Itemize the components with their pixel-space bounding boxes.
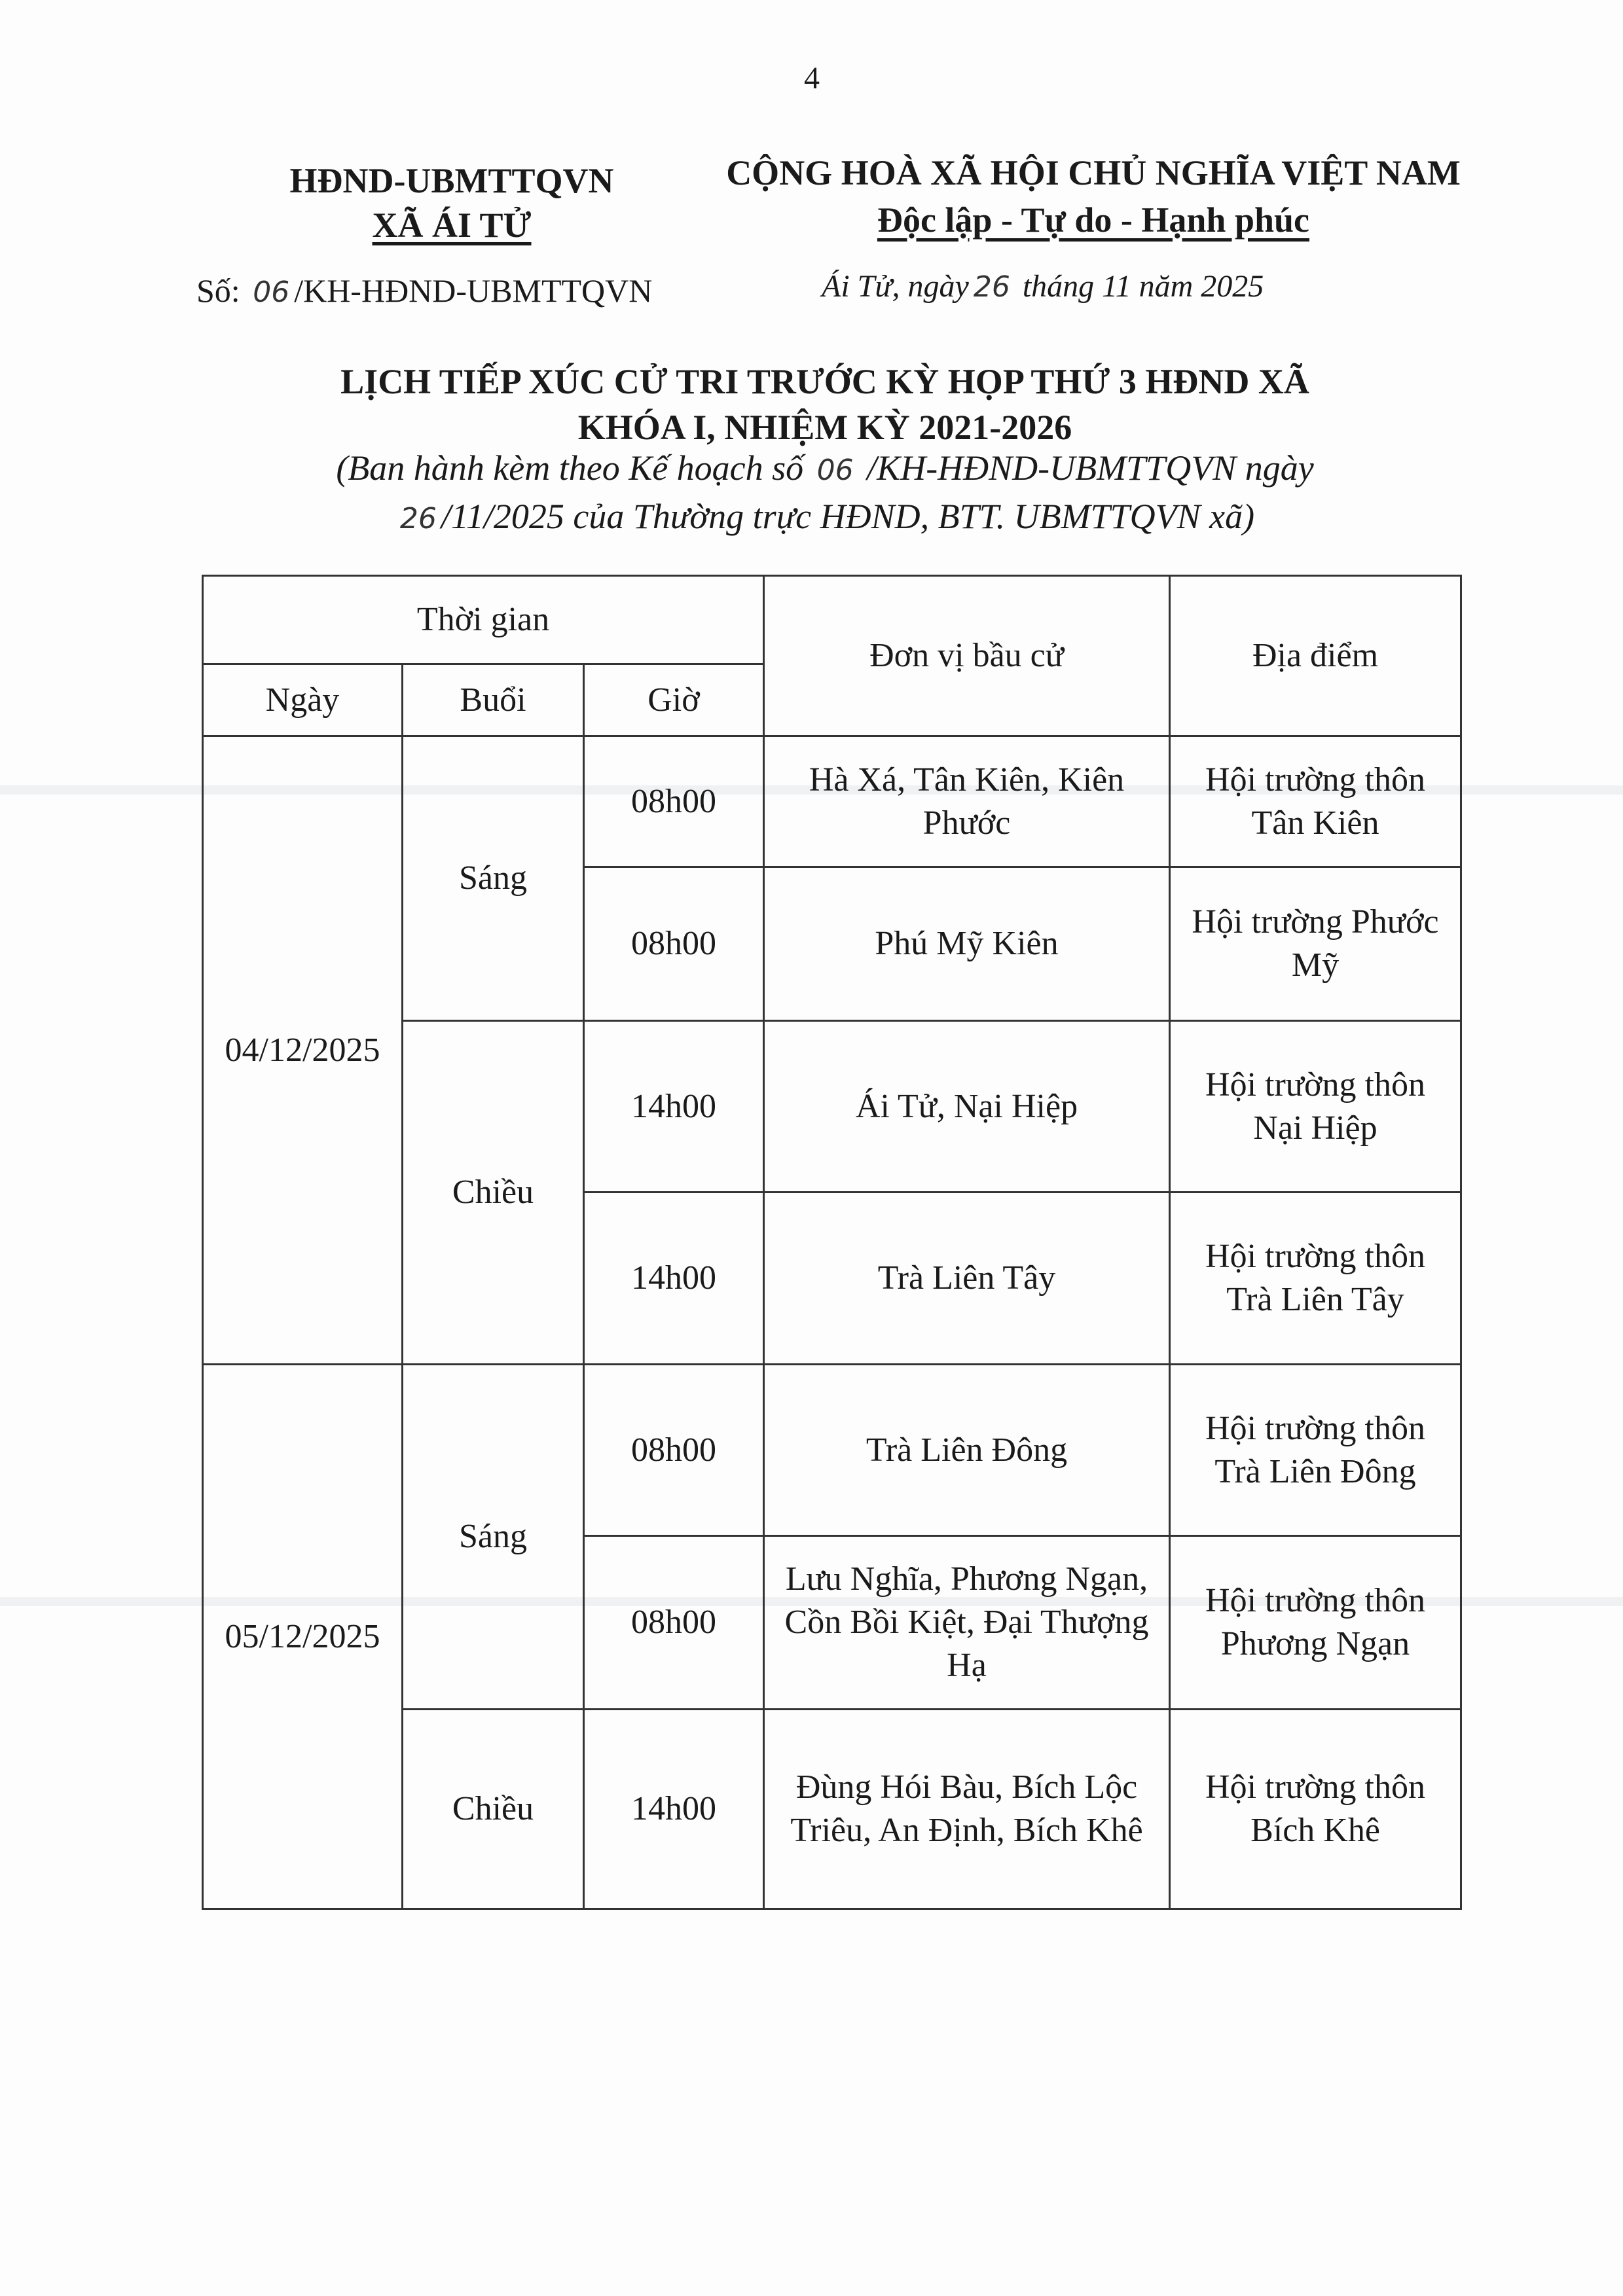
place-date: Ái Tử, ngày 26 tháng 11 năm 2025 — [822, 269, 1264, 304]
session-cell: Sáng — [403, 1365, 584, 1710]
schedule-table — [202, 575, 1462, 1910]
session-cell: Sáng — [403, 736, 584, 1021]
document-number: Số: 06 /KH-HĐND-UBMTTQVN — [196, 272, 653, 309]
unit-cell: Trà Liên Tây — [764, 1193, 1170, 1365]
session-cell: Chiều — [403, 1021, 584, 1365]
national-header — [701, 149, 1486, 243]
issuer-commune: XÃ ÁI TỬ — [372, 206, 532, 245]
unit-cell: Phú Mỹ Kiên — [764, 867, 1170, 1021]
hour-cell: 08h00 — [584, 867, 764, 1021]
nation-name: CỘNG HOÀ XÃ HỘI CHỦ NGHĨA VIỆT NAM — [726, 153, 1461, 192]
issuer-name: HĐND-UBMTTQVN — [289, 161, 614, 200]
hour-cell: 14h00 — [584, 1193, 764, 1365]
handwritten-number: 06 — [253, 276, 290, 309]
unit-cell: Trà Liên Đông — [764, 1365, 1170, 1536]
hour-cell: 14h00 — [584, 1710, 764, 1909]
page-number: 4 — [804, 61, 820, 96]
venue-cell: Hội trường Phước Mỹ — [1170, 867, 1461, 1021]
handwritten-day: 26 — [973, 270, 1010, 304]
hour-cell: 08h00 — [584, 736, 764, 867]
header-session: Buổi — [403, 664, 584, 736]
venue-cell: Hội trường thôn Bích Khê — [1170, 1710, 1461, 1909]
unit-cell: Đùng Hói Bàu, Bích Lộc Triêu, An Định, Bích Khê — [764, 1710, 1170, 1909]
header-unit: Đơn vị bầu cử — [764, 576, 1170, 736]
handwritten-number: 06 — [816, 454, 854, 487]
venue-cell: Hội trường thôn Tân Kiên — [1170, 736, 1461, 867]
header-day: Ngày — [203, 664, 403, 736]
hour-cell: 14h00 — [584, 1021, 764, 1193]
venue-cell: Hội trường thôn Trà Liên Tây — [1170, 1193, 1461, 1365]
venue-cell: Hội trường thôn Phương Ngạn — [1170, 1536, 1461, 1710]
handwritten-day: 26 — [399, 502, 437, 535]
session-cell: Chiều — [403, 1710, 584, 1909]
unit-cell: Lưu Nghĩa, Phương Ngạn, Cồn Bồi Kiệt, Đại Thượng Hạ — [764, 1536, 1170, 1710]
venue-cell: Hội trường thôn Nại Hiệp — [1170, 1021, 1461, 1193]
document-title: LỊCH TIẾP XÚC CỬ TRI TRƯỚC KỲ HỌP THỨ 3 HĐND XÃ KHÓA I, NHIỆM KỲ 2021-2026 — [340, 362, 1309, 447]
header-time: Thời gian — [203, 576, 764, 664]
header-hour: Giờ — [584, 664, 764, 736]
schedule-table-wrapper — [202, 575, 1462, 1910]
issuer-header — [216, 158, 687, 247]
hour-cell: 08h00 — [584, 1365, 764, 1536]
day-cell: 05/12/2025 — [203, 1365, 403, 1909]
venue-cell: Hội trường thôn Trà Liên Đông — [1170, 1365, 1461, 1536]
header-venue: Địa điểm — [1170, 576, 1461, 736]
unit-cell: Ái Tử, Nại Hiệp — [764, 1021, 1170, 1193]
unit-cell: Hà Xá, Tân Kiên, Kiên Phước — [764, 736, 1170, 867]
document-subtitle: (Ban hành kèm theo Kế hoạch số 06 /KH-HĐND-UBMTTQVN ngày 26 /11/2025 của Thường trực HĐND, BTT. UBMTTQVN xã) — [196, 445, 1453, 542]
day-cell: 04/12/2025 — [203, 736, 403, 1365]
table-row — [203, 1365, 1461, 1536]
table-row — [203, 736, 1461, 867]
nation-motto: Độc lập - Tự do - Hạnh phúc — [877, 200, 1310, 240]
hour-cell: 08h00 — [584, 1536, 764, 1710]
